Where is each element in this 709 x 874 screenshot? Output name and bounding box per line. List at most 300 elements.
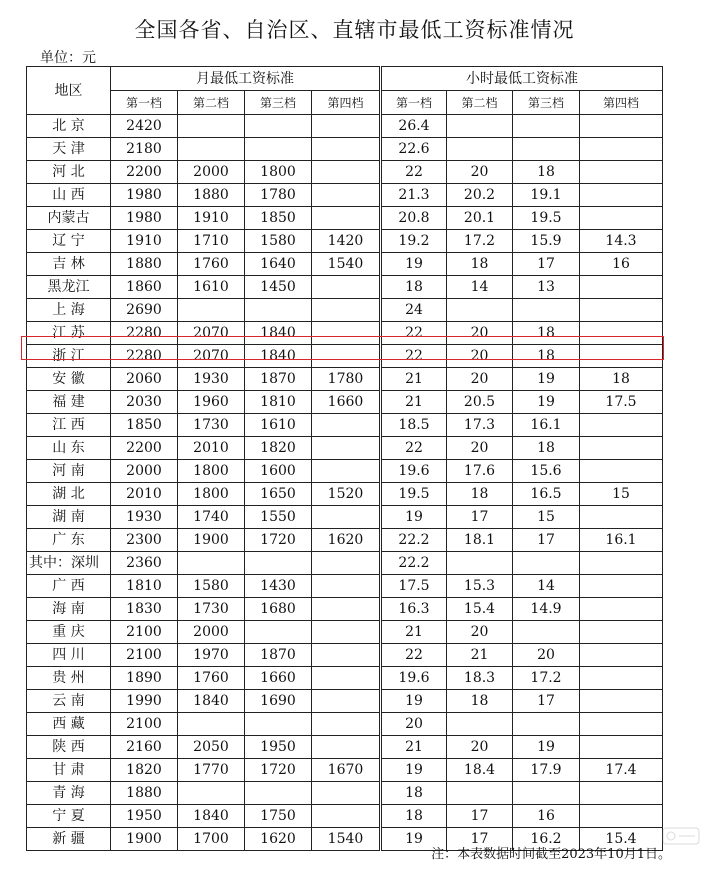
monthly-tier-4-cell: [312, 276, 381, 299]
hourly-tier-4-cell: 18: [580, 368, 663, 391]
monthly-tier-2-cell: 1760: [178, 667, 245, 690]
monthly-tier-2-cell: [178, 782, 245, 805]
hourly-tier-2-cell: [447, 782, 513, 805]
hourly-tier-header: 第二档: [447, 91, 513, 115]
monthly-tier-1-cell: 1980: [111, 207, 178, 230]
monthly-tier-3-cell: [245, 115, 312, 138]
hourly-tier-2-cell: 15.3: [447, 575, 513, 598]
hourly-tier-4-cell: [580, 138, 663, 161]
monthly-tier-1-cell: 2200: [111, 161, 178, 184]
hourly-tier-3-cell: 15: [513, 506, 580, 529]
table-row: [27, 345, 663, 368]
region-cell: 青 海: [27, 782, 111, 805]
hourly-tier-1-cell: 19.2: [381, 230, 447, 253]
monthly-tier-4-cell: [312, 736, 381, 759]
hourly-tier-3-cell: [513, 299, 580, 322]
monthly-tier-2-cell: [178, 138, 245, 161]
monthly-tier-4-cell: [312, 115, 381, 138]
table-row: [27, 598, 663, 621]
hourly-tier-2-cell: [447, 299, 513, 322]
hourly-tier-1-cell: 22: [381, 161, 447, 184]
hourly-tier-1-cell: 26.4: [381, 115, 447, 138]
monthly-tier-3-cell: [245, 782, 312, 805]
region-cell: 吉 林: [27, 253, 111, 276]
monthly-tier-1-cell: 1880: [111, 782, 178, 805]
table-row: [27, 253, 663, 276]
hourly-tier-3-cell: 18: [513, 322, 580, 345]
hourly-tier-1-cell: 22: [381, 437, 447, 460]
hourly-tier-3-cell: 19.1: [513, 184, 580, 207]
monthly-tier-4-cell: [312, 506, 381, 529]
monthly-tier-4-cell: [312, 782, 381, 805]
monthly-tier-3-cell: [245, 552, 312, 575]
monthly-tier-2-cell: 1730: [178, 598, 245, 621]
monthly-tier-3-cell: 1660: [245, 667, 312, 690]
monthly-tier-2-cell: 1710: [178, 230, 245, 253]
region-cell: 贵 州: [27, 667, 111, 690]
monthly-tier-4-cell: [312, 667, 381, 690]
hourly-tier-3-cell: [513, 552, 580, 575]
hourly-tier-2-cell: 17: [447, 805, 513, 828]
region-cell: 辽 宁: [27, 230, 111, 253]
region-cell: 河 南: [27, 460, 111, 483]
monthly-tier-1-cell: 2160: [111, 736, 178, 759]
monthly-tier-2-cell: 1760: [178, 253, 245, 276]
monthly-tier-1-cell: 2280: [111, 345, 178, 368]
table-row: [27, 276, 663, 299]
monthly-tier-3-cell: 1430: [245, 575, 312, 598]
monthly-tier-3-cell: 1870: [245, 368, 312, 391]
hourly-tier-2-cell: 20: [447, 345, 513, 368]
hourly-tier-3-cell: 16.1: [513, 414, 580, 437]
monthly-tier-3-cell: 1580: [245, 230, 312, 253]
region-cell: 湖 南: [27, 506, 111, 529]
region-cell: 山 东: [27, 437, 111, 460]
monthly-tier-4-cell: 1780: [312, 368, 381, 391]
monthly-tier-header: 第四档: [312, 91, 381, 115]
hourly-tier-3-cell: 19.5: [513, 207, 580, 230]
table-row: [27, 184, 663, 207]
monthly-tier-4-cell: [312, 460, 381, 483]
hourly-tier-2-cell: 20: [447, 621, 513, 644]
monthly-tier-4-cell: [312, 184, 381, 207]
monthly-tier-4-cell: 1670: [312, 759, 381, 782]
region-cell: 云 南: [27, 690, 111, 713]
monthly-tier-1-cell: 2360: [111, 552, 178, 575]
wage-table-body: [27, 115, 663, 851]
monthly-tier-3-cell: 1640: [245, 253, 312, 276]
table-row: [27, 713, 663, 736]
hourly-tier-1-cell: 16.3: [381, 598, 447, 621]
unit-label: 单位：元: [40, 50, 96, 66]
monthly-tier-1-cell: 1910: [111, 230, 178, 253]
hourly-tier-4-cell: [580, 805, 663, 828]
hourly-tier-2-cell: 18.4: [447, 759, 513, 782]
hourly-tier-3-cell: 16.5: [513, 483, 580, 506]
hourly-tier-1-cell: 22: [381, 345, 447, 368]
hourly-tier-4-cell: [580, 667, 663, 690]
monthly-tier-1-cell: 1930: [111, 506, 178, 529]
table-row: [27, 414, 663, 437]
monthly-tier-1-cell: 1880: [111, 253, 178, 276]
hourly-tier-4-cell: [580, 161, 663, 184]
monthly-tier-1-cell: 2000: [111, 460, 178, 483]
hourly-tier-1-cell: 18: [381, 782, 447, 805]
monthly-tier-3-cell: 1450: [245, 276, 312, 299]
hourly-tier-2-cell: 17.2: [447, 230, 513, 253]
table-row: [27, 529, 663, 552]
hourly-tier-4-cell: [580, 437, 663, 460]
monthly-tier-header: 第二档: [178, 91, 245, 115]
hourly-tier-1-cell: 19: [381, 759, 447, 782]
monthly-tier-header: 第三档: [245, 91, 312, 115]
monthly-tier-3-cell: 1850: [245, 207, 312, 230]
monthly-tier-4-cell: [312, 575, 381, 598]
hourly-tier-3-cell: 19: [513, 368, 580, 391]
hourly-tier-4-cell: [580, 322, 663, 345]
hourly-tier-2-cell: 18.1: [447, 529, 513, 552]
hourly-tier-2-cell: 20.5: [447, 391, 513, 414]
table-row: [27, 805, 663, 828]
monthly-tier-1-cell: 1950: [111, 805, 178, 828]
table-row: [27, 759, 663, 782]
hourly-tier-4-cell: 17.4: [580, 759, 663, 782]
region-cell: 其中：深圳: [27, 552, 111, 575]
hourly-tier-4-cell: 17.5: [580, 391, 663, 414]
monthly-tier-4-cell: [312, 414, 381, 437]
monthly-tier-3-cell: 1690: [245, 690, 312, 713]
hourly-tier-1-cell: 19.6: [381, 460, 447, 483]
table-row: [27, 299, 663, 322]
table-row: [27, 575, 663, 598]
monthly-tier-2-cell: 2000: [178, 161, 245, 184]
hourly-tier-1-cell: 18: [381, 805, 447, 828]
monthly-tier-1-cell: 2200: [111, 437, 178, 460]
region-cell: 山 西: [27, 184, 111, 207]
region-cell: 北 京: [27, 115, 111, 138]
monthly-tier-1-cell: 2010: [111, 483, 178, 506]
hourly-tier-3-cell: 13: [513, 276, 580, 299]
monthly-tier-4-cell: [312, 437, 381, 460]
hourly-tier-4-cell: 14.3: [580, 230, 663, 253]
table-row: [27, 644, 663, 667]
hourly-tier-3-cell: 17: [513, 253, 580, 276]
monthly-tier-2-cell: [178, 299, 245, 322]
monthly-tier-1-cell: 2030: [111, 391, 178, 414]
table-row: [27, 391, 663, 414]
monthly-tier-4-cell: [312, 598, 381, 621]
monthly-tier-2-cell: 2000: [178, 621, 245, 644]
monthly-tier-1-cell: 2100: [111, 713, 178, 736]
hourly-tier-1-cell: 19.6: [381, 667, 447, 690]
monthly-tier-2-cell: 1930: [178, 368, 245, 391]
hourly-tier-1-cell: 19.5: [381, 483, 447, 506]
monthly-tier-1-cell: 1850: [111, 414, 178, 437]
hourly-tier-4-cell: [580, 690, 663, 713]
monthly-header: 月最低工资标准: [111, 67, 381, 91]
table-row: [27, 506, 663, 529]
monthly-tier-3-cell: 1720: [245, 529, 312, 552]
monthly-tier-2-cell: 1700: [178, 828, 245, 851]
monthly-tier-3-cell: [245, 299, 312, 322]
hourly-tier-1-cell: 19: [381, 690, 447, 713]
monthly-tier-2-cell: 1580: [178, 575, 245, 598]
hourly-tier-4-cell: [580, 460, 663, 483]
region-cell: 江 苏: [27, 322, 111, 345]
monthly-tier-2-cell: [178, 713, 245, 736]
region-column-header: 地区: [27, 67, 111, 115]
hourly-tier-4-cell: [580, 644, 663, 667]
monthly-tier-2-cell: 1730: [178, 414, 245, 437]
table-row: [27, 483, 663, 506]
monthly-tier-1-cell: 2100: [111, 644, 178, 667]
hourly-tier-3-cell: [513, 115, 580, 138]
monthly-tier-3-cell: 1870: [245, 644, 312, 667]
hourly-tier-2-cell: 17: [447, 828, 513, 851]
region-cell: 甘 肃: [27, 759, 111, 782]
monthly-tier-1-cell: 2420: [111, 115, 178, 138]
hourly-tier-2-cell: 20: [447, 368, 513, 391]
region-cell: 重 庆: [27, 621, 111, 644]
minimum-wage-table: [26, 66, 663, 851]
hourly-tier-1-cell: 21: [381, 621, 447, 644]
footnote: 注：本表数据时间截至2023年10月1日。: [431, 847, 671, 862]
monthly-tier-4-cell: 1420: [312, 230, 381, 253]
region-cell: 浙 江: [27, 345, 111, 368]
hourly-tier-2-cell: 15.4: [447, 598, 513, 621]
monthly-tier-1-cell: 2180: [111, 138, 178, 161]
monthly-tier-4-cell: [312, 138, 381, 161]
region-cell: 江 西: [27, 414, 111, 437]
hourly-tier-2-cell: 17.3: [447, 414, 513, 437]
hourly-tier-2-cell: 17.6: [447, 460, 513, 483]
hourly-tier-1-cell: 21.3: [381, 184, 447, 207]
hourly-tier-1-cell: 18: [381, 276, 447, 299]
monthly-tier-1-cell: 1990: [111, 690, 178, 713]
monthly-tier-4-cell: [312, 552, 381, 575]
hourly-tier-3-cell: 18: [513, 345, 580, 368]
hourly-tier-1-cell: 21: [381, 391, 447, 414]
region-cell: 西 藏: [27, 713, 111, 736]
hourly-tier-3-cell: 20: [513, 644, 580, 667]
region-cell: 内蒙古: [27, 207, 111, 230]
table-row: [27, 368, 663, 391]
monthly-tier-1-cell: 1900: [111, 828, 178, 851]
hourly-tier-3-cell: 14: [513, 575, 580, 598]
hourly-tier-header: 第四档: [580, 91, 663, 115]
hourly-tier-4-cell: 16: [580, 253, 663, 276]
monthly-tier-4-cell: 1620: [312, 529, 381, 552]
region-cell: 湖 北: [27, 483, 111, 506]
hourly-tier-1-cell: 20: [381, 713, 447, 736]
hourly-tier-3-cell: 18: [513, 161, 580, 184]
region-cell: 天 津: [27, 138, 111, 161]
region-cell: 四 川: [27, 644, 111, 667]
hourly-tier-1-cell: 19: [381, 506, 447, 529]
hourly-tier-2-cell: 18: [447, 690, 513, 713]
monthly-tier-2-cell: 1800: [178, 483, 245, 506]
hourly-tier-3-cell: 18: [513, 437, 580, 460]
monthly-tier-4-cell: [312, 805, 381, 828]
monthly-tier-4-cell: [312, 621, 381, 644]
hourly-tier-2-cell: 20.1: [447, 207, 513, 230]
hourly-tier-3-cell: [513, 782, 580, 805]
hourly-tier-4-cell: [580, 552, 663, 575]
hourly-tier-3-cell: 19: [513, 736, 580, 759]
monthly-tier-4-cell: [312, 690, 381, 713]
hourly-tier-3-cell: 17: [513, 690, 580, 713]
monthly-tier-4-cell: 1540: [312, 828, 381, 851]
hourly-tier-3-cell: 17.2: [513, 667, 580, 690]
hourly-tier-header: 第三档: [513, 91, 580, 115]
monthly-tier-3-cell: 1820: [245, 437, 312, 460]
monthly-tier-2-cell: 1960: [178, 391, 245, 414]
hourly-tier-1-cell: 18.5: [381, 414, 447, 437]
hourly-tier-1-cell: 22: [381, 644, 447, 667]
hourly-tier-2-cell: 20: [447, 322, 513, 345]
hourly-tier-3-cell: 15.9: [513, 230, 580, 253]
hourly-tier-4-cell: 16.1: [580, 529, 663, 552]
monthly-tier-3-cell: 1720: [245, 759, 312, 782]
hourly-tier-1-cell: 20.8: [381, 207, 447, 230]
region-cell: 宁 夏: [27, 805, 111, 828]
region-cell: 陕 西: [27, 736, 111, 759]
monthly-tier-3-cell: 1950: [245, 736, 312, 759]
hourly-tier-1-cell: 19: [381, 253, 447, 276]
hourly-tier-3-cell: 17: [513, 529, 580, 552]
monthly-tier-2-cell: 1880: [178, 184, 245, 207]
monthly-tier-2-cell: 2010: [178, 437, 245, 460]
monthly-tier-2-cell: 2070: [178, 322, 245, 345]
hourly-tier-4-cell: [580, 736, 663, 759]
monthly-tier-1-cell: 2060: [111, 368, 178, 391]
monthly-tier-2-cell: [178, 552, 245, 575]
monthly-tier-3-cell: 1550: [245, 506, 312, 529]
hourly-tier-3-cell: 16: [513, 805, 580, 828]
monthly-tier-3-cell: [245, 621, 312, 644]
region-cell: 黑龙江: [27, 276, 111, 299]
monthly-tier-3-cell: 1810: [245, 391, 312, 414]
table-row: [27, 161, 663, 184]
hourly-tier-3-cell: 16.2: [513, 828, 580, 851]
table-row: [27, 667, 663, 690]
hourly-tier-1-cell: 21: [381, 736, 447, 759]
monthly-tier-1-cell: 1820: [111, 759, 178, 782]
hourly-tier-3-cell: 17.9: [513, 759, 580, 782]
table-row: [27, 782, 663, 805]
monthly-tier-4-cell: [312, 299, 381, 322]
monthly-tier-4-cell: [312, 207, 381, 230]
monthly-tier-2-cell: 1910: [178, 207, 245, 230]
monthly-tier-3-cell: 1680: [245, 598, 312, 621]
hourly-tier-4-cell: [580, 575, 663, 598]
hourly-tier-1-cell: 24: [381, 299, 447, 322]
hourly-tier-1-cell: 19: [381, 828, 447, 851]
region-cell: 福 建: [27, 391, 111, 414]
monthly-tier-3-cell: 1800: [245, 161, 312, 184]
monthly-tier-3-cell: [245, 713, 312, 736]
monthly-tier-3-cell: 1620: [245, 828, 312, 851]
monthly-tier-3-cell: [245, 138, 312, 161]
hourly-tier-3-cell: 19: [513, 391, 580, 414]
hourly-tier-3-cell: 14.9: [513, 598, 580, 621]
monthly-tier-2-cell: 2050: [178, 736, 245, 759]
table-row: [27, 621, 663, 644]
hourly-tier-1-cell: 22.6: [381, 138, 447, 161]
hourly-tier-2-cell: [447, 713, 513, 736]
monthly-tier-3-cell: 1650: [245, 483, 312, 506]
hourly-tier-2-cell: 21: [447, 644, 513, 667]
table-row: [27, 115, 663, 138]
monthly-tier-3-cell: 1600: [245, 460, 312, 483]
table-row: [27, 207, 663, 230]
monthly-tier-2-cell: 1840: [178, 805, 245, 828]
monthly-tier-3-cell: 1750: [245, 805, 312, 828]
table-row: [27, 460, 663, 483]
hourly-tier-2-cell: 17: [447, 506, 513, 529]
monthly-tier-3-cell: 1780: [245, 184, 312, 207]
monthly-tier-2-cell: 2070: [178, 345, 245, 368]
region-cell: 广 西: [27, 575, 111, 598]
monthly-tier-1-cell: 2690: [111, 299, 178, 322]
monthly-tier-2-cell: 1970: [178, 644, 245, 667]
monthly-tier-3-cell: 1610: [245, 414, 312, 437]
monthly-tier-1-cell: 1860: [111, 276, 178, 299]
monthly-tier-2-cell: 1800: [178, 460, 245, 483]
monthly-tier-1-cell: 2300: [111, 529, 178, 552]
monthly-tier-1-cell: 1830: [111, 598, 178, 621]
hourly-tier-2-cell: 18: [447, 483, 513, 506]
table-row: [27, 322, 663, 345]
monthly-tier-4-cell: [312, 644, 381, 667]
region-cell: 安 徽: [27, 368, 111, 391]
table-row: [27, 690, 663, 713]
hourly-tier-4-cell: [580, 299, 663, 322]
monthly-tier-1-cell: 2100: [111, 621, 178, 644]
monthly-tier-2-cell: 1770: [178, 759, 245, 782]
hourly-tier-2-cell: 20.2: [447, 184, 513, 207]
hourly-tier-3-cell: [513, 621, 580, 644]
monthly-tier-2-cell: 1900: [178, 529, 245, 552]
monthly-tier-4-cell: 1540: [312, 253, 381, 276]
hourly-tier-3-cell: [513, 713, 580, 736]
hourly-tier-header: 第一档: [381, 91, 447, 115]
hourly-tier-1-cell: 17.5: [381, 575, 447, 598]
table-row: [27, 437, 663, 460]
hourly-tier-2-cell: 18: [447, 253, 513, 276]
hourly-tier-2-cell: 18.3: [447, 667, 513, 690]
monthly-tier-2-cell: 1740: [178, 506, 245, 529]
hourly-tier-2-cell: [447, 552, 513, 575]
monthly-tier-4-cell: [312, 322, 381, 345]
monthly-tier-1-cell: 1890: [111, 667, 178, 690]
table-row: [27, 230, 663, 253]
region-cell: 新 疆: [27, 828, 111, 851]
region-cell: 河 北: [27, 161, 111, 184]
region-cell: 上 海: [27, 299, 111, 322]
table-row: [27, 736, 663, 759]
hourly-tier-1-cell: 22.2: [381, 552, 447, 575]
hourly-tier-4-cell: [580, 184, 663, 207]
monthly-tier-1-cell: 2280: [111, 322, 178, 345]
hourly-tier-2-cell: 14: [447, 276, 513, 299]
monthly-tier-4-cell: 1660: [312, 391, 381, 414]
hourly-tier-4-cell: [580, 598, 663, 621]
monthly-tier-2-cell: [178, 115, 245, 138]
hourly-tier-3-cell: 15.6: [513, 460, 580, 483]
monthly-tier-1-cell: 1980: [111, 184, 178, 207]
hourly-tier-4-cell: 15.4: [580, 828, 663, 851]
